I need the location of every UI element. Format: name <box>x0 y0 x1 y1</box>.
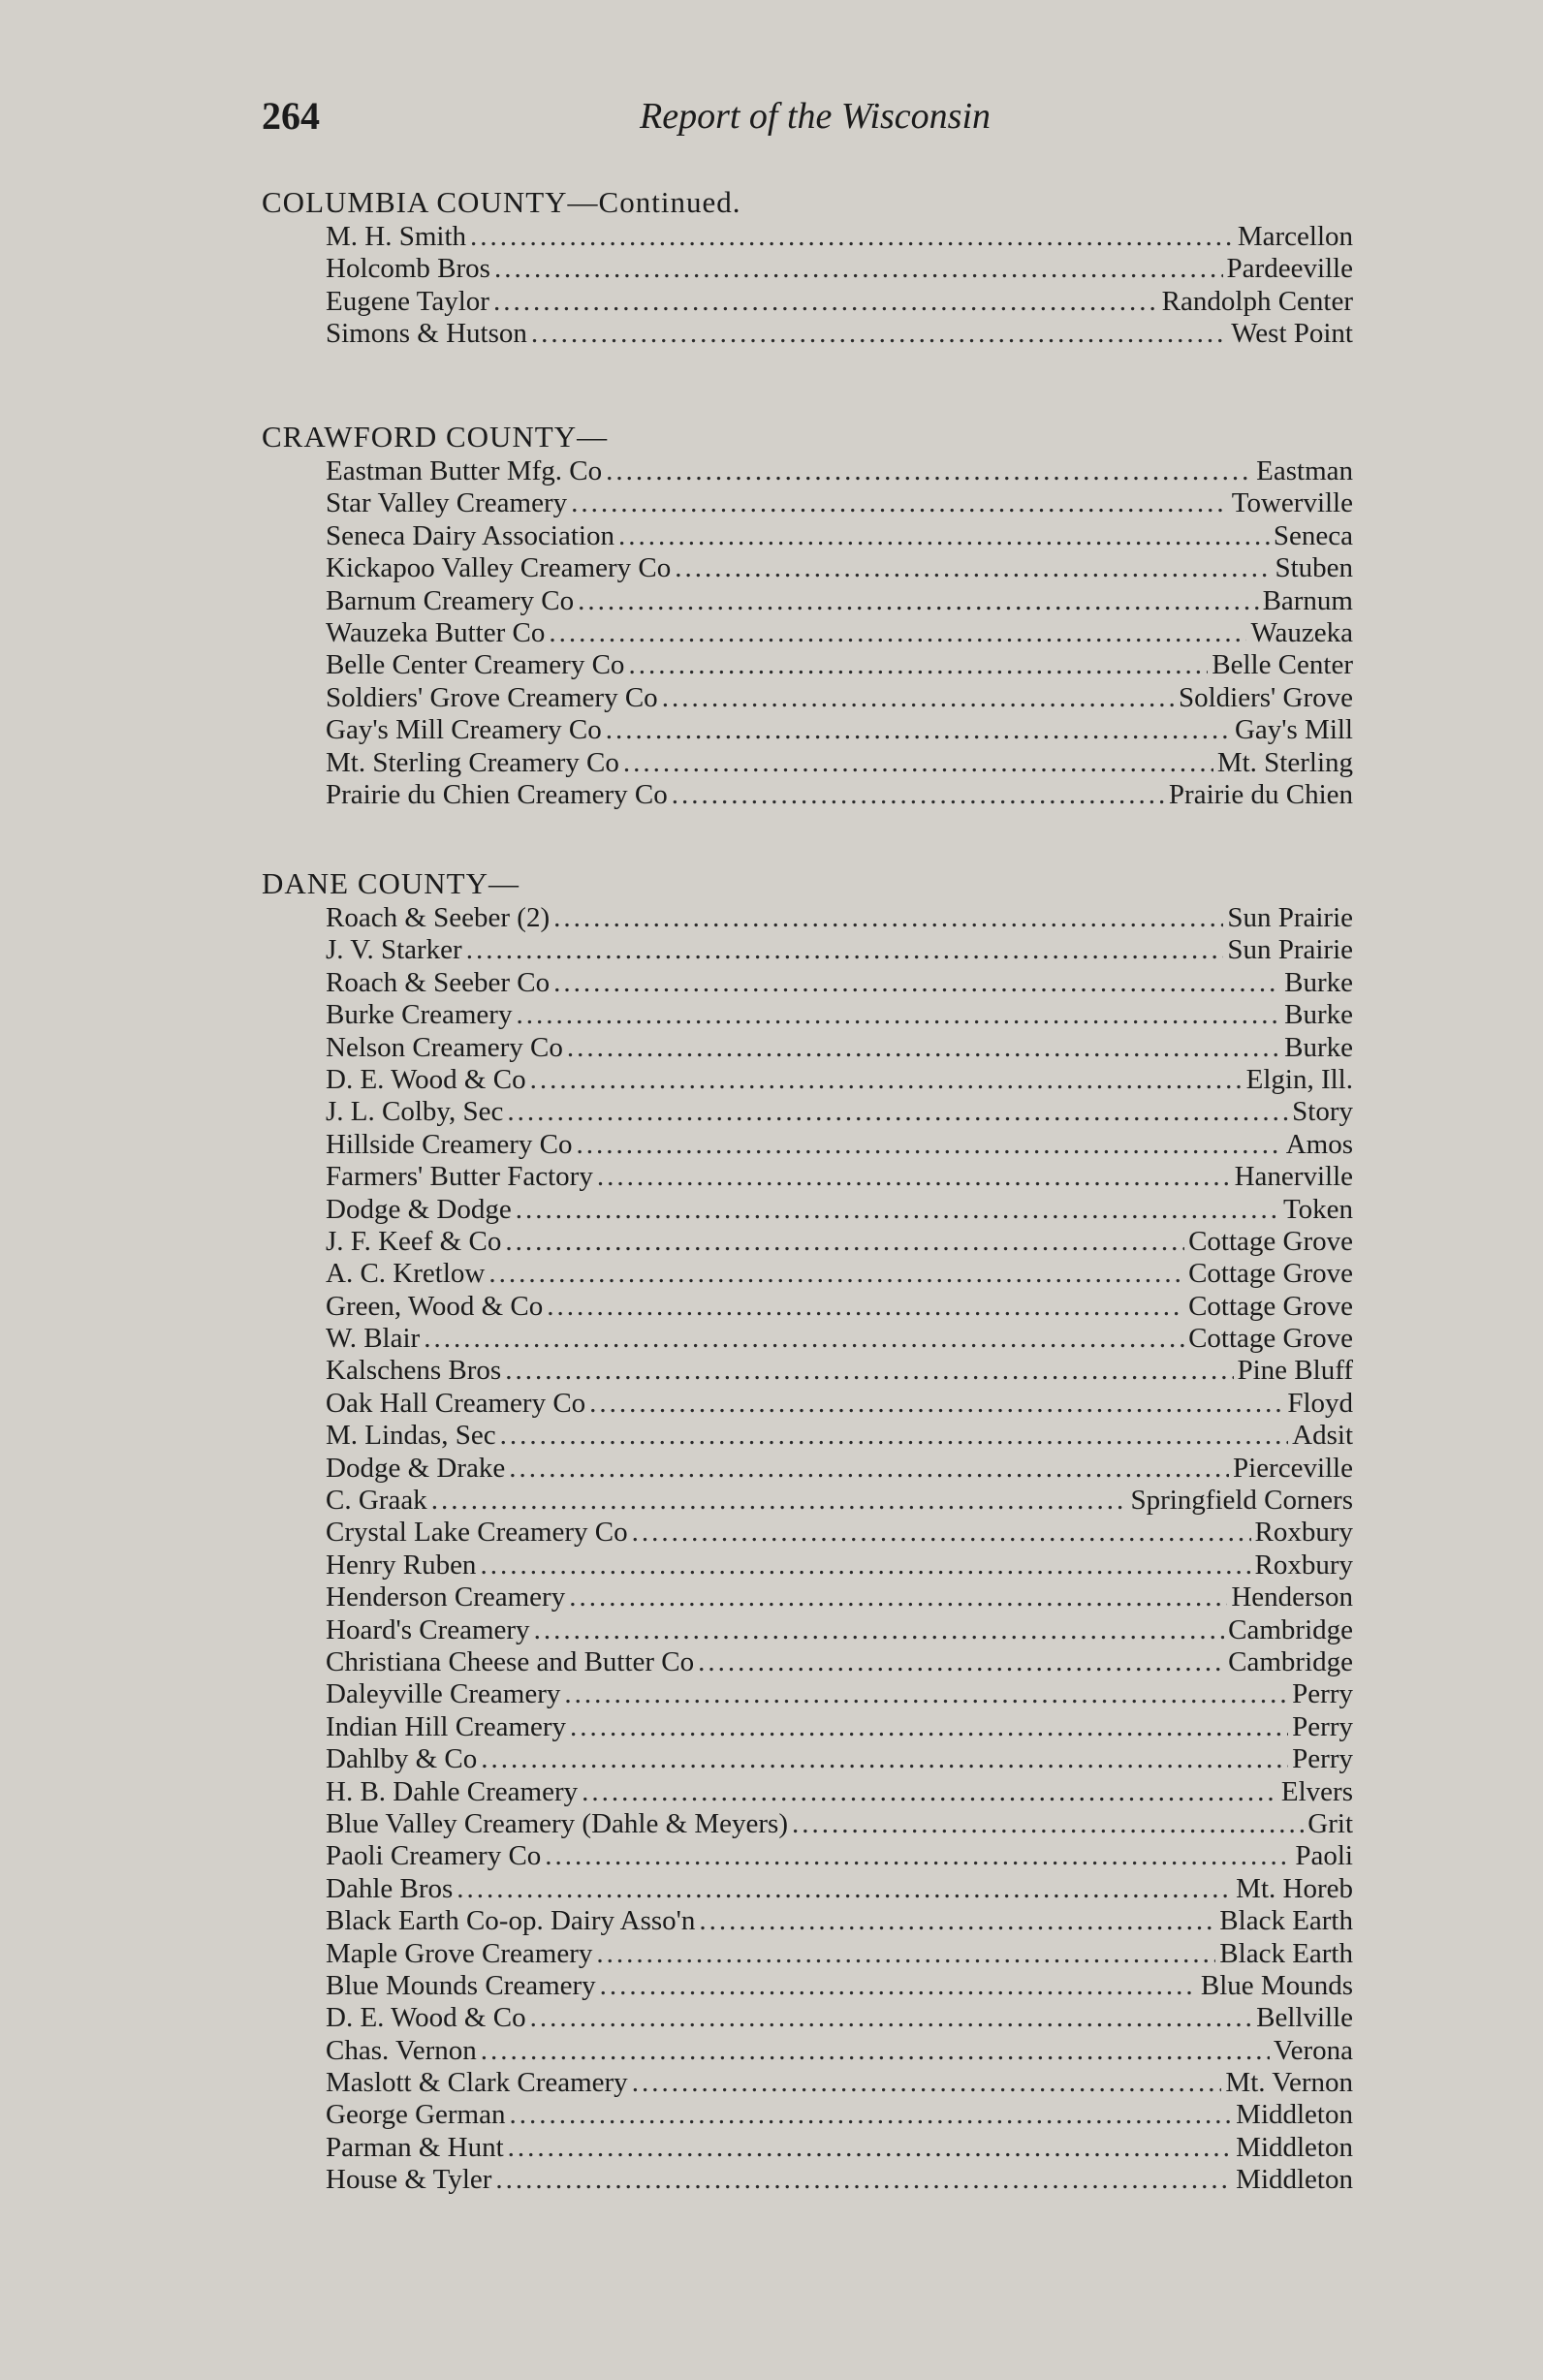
list-item <box>326 649 1353 681</box>
entry-name: Dahlby & Co <box>326 1743 478 1775</box>
dot-leader <box>577 1129 1282 1161</box>
list-item <box>326 1873 1353 1905</box>
entry-name: Indian Hill Creamery <box>326 1710 567 1742</box>
dot-leader <box>466 934 1224 966</box>
entry-place: Elvers <box>1280 1775 1353 1807</box>
entry-name: Henderson Creamery <box>326 1581 566 1613</box>
entry-place: Wauzeka <box>1250 616 1353 648</box>
list-item <box>326 999 1353 1031</box>
list-item <box>326 1711 1353 1743</box>
entry-name: A. C. Kretlow <box>326 1258 486 1290</box>
dot-leader <box>589 1388 1283 1420</box>
entry-name: Roach & Seeber (2) <box>326 902 551 933</box>
list-item <box>326 902 1353 934</box>
entry-name: Eugene Taylor <box>326 285 489 317</box>
entry-name: J. L. Colby, Sec <box>326 1096 504 1128</box>
list-item <box>326 2164 1353 2196</box>
entry-place: Bellville <box>1256 2002 1353 2034</box>
entry-place: Soldiers' Grove <box>1178 681 1353 713</box>
entry-place: Pierceville <box>1232 1452 1353 1484</box>
entry-place: Middleton <box>1236 2131 1353 2163</box>
page-number: 264 <box>262 94 320 138</box>
list-item <box>326 1194 1353 1226</box>
list-item <box>326 1032 1353 1064</box>
list-item <box>326 1581 1353 1613</box>
entry-name: Kickapoo Valley Creamery Co <box>326 552 672 584</box>
entry-place: Amos <box>1285 1128 1353 1160</box>
entry-place: Token <box>1282 1193 1353 1225</box>
entry-place: Story <box>1292 1096 1353 1128</box>
dot-leader <box>698 1646 1224 1678</box>
list-item <box>326 1064 1353 1096</box>
dot-leader <box>494 253 1223 285</box>
entry-place: Burke <box>1284 966 1353 998</box>
entry-place: Henderson <box>1231 1581 1353 1613</box>
entry-place: Eastman <box>1256 455 1353 486</box>
entry-place: West Point <box>1231 318 1353 350</box>
county-section-dane <box>262 865 1415 2197</box>
dot-leader <box>509 2099 1232 2131</box>
entry-place: Paoli <box>1295 1840 1353 1872</box>
dot-leader <box>531 318 1227 350</box>
dot-leader <box>505 1226 1184 1258</box>
dot-leader <box>509 1453 1229 1485</box>
entry-place: Black Earth <box>1219 1905 1353 1937</box>
dot-leader <box>495 2164 1232 2196</box>
list-item <box>326 1129 1353 1161</box>
entry-name: Prairie du Chien Creamery Co <box>326 778 668 810</box>
list-item <box>326 1905 1353 1937</box>
section-title: CRAWFORD COUNTY— <box>262 420 609 454</box>
entry-name: Wauzeka Butter Co <box>326 616 546 648</box>
entry-name: Holcomb Bros <box>326 253 490 285</box>
dot-leader <box>672 779 1165 811</box>
entry-place: Black Earth <box>1219 1937 1353 1969</box>
entry-place: Sun Prairie <box>1227 902 1353 933</box>
entry-place: Randolph Center <box>1161 285 1353 317</box>
entry-place: Elgin, Ill. <box>1245 1063 1353 1095</box>
entry-name: Soldiers' Grove Creamery Co <box>326 681 658 713</box>
entry-name: W. Blair <box>326 1323 421 1355</box>
list-item <box>326 1614 1353 1646</box>
entry-name: Nelson Creamery Co <box>326 1031 563 1063</box>
entry-name: House & Tyler <box>326 2164 492 2196</box>
entry-name: Kalschens Bros <box>326 1355 502 1387</box>
list-item <box>326 1291 1353 1323</box>
entry-name: Crystal Lake Creamery Co <box>326 1517 628 1549</box>
dot-leader <box>564 1678 1288 1710</box>
entry-name: Maple Grove Creamery <box>326 1937 593 1969</box>
dot-leader <box>600 1970 1197 2002</box>
entry-name: Blue Mounds Creamery <box>326 1969 596 2001</box>
dot-leader <box>569 1581 1227 1613</box>
dot-leader <box>480 1550 1250 1581</box>
entry-place: Perry <box>1292 1743 1353 1775</box>
entry-name: H. B. Dahle Creamery <box>326 1775 579 1807</box>
entry-place: Gay's Mill <box>1234 714 1353 746</box>
list-item <box>326 2132 1353 2164</box>
entry-name: Paoli Creamery Co <box>326 1840 542 1872</box>
entry-name: M. H. Smith <box>326 221 467 252</box>
entry-name: Hoard's Creamery <box>326 1613 530 1645</box>
entry-place: Cottage Grove <box>1188 1323 1353 1355</box>
entry-name: Green, Wood & Co <box>326 1290 544 1322</box>
dot-leader <box>618 520 1270 552</box>
list-item <box>326 779 1353 811</box>
list-item <box>326 934 1353 966</box>
entry-place: Floyd <box>1287 1387 1353 1419</box>
list-item <box>326 747 1353 779</box>
entry-place: Middleton <box>1236 2099 1353 2131</box>
list-item <box>326 221 1353 253</box>
entry-name: Seneca Dairy Association <box>326 519 614 551</box>
entry-name: Roach & Seeber Co <box>326 966 551 998</box>
dot-leader <box>553 902 1223 934</box>
entry-place: Roxbury <box>1254 1517 1353 1549</box>
dot-leader <box>699 1905 1215 1937</box>
list-item <box>326 2099 1353 2131</box>
entry-name: Farmers' Butter Factory <box>326 1161 593 1193</box>
entry-place: Cottage Grove <box>1188 1290 1353 1322</box>
dot-leader <box>545 1840 1291 1872</box>
list-item <box>326 1161 1353 1193</box>
dot-leader <box>431 1485 1127 1517</box>
list-item <box>326 520 1353 552</box>
list-item <box>326 2067 1353 2099</box>
entry-place: Marcellon <box>1237 221 1353 252</box>
entry-name: Dodge & Dodge <box>326 1193 512 1225</box>
dot-leader <box>578 585 1258 617</box>
dot-leader <box>606 455 1252 487</box>
entry-name: Belle Center Creamery Co <box>326 649 625 681</box>
entry-place: Perry <box>1292 1710 1353 1742</box>
list-item <box>326 1678 1353 1710</box>
entry-place: Verona <box>1273 2034 1353 2066</box>
entry-name: M. Lindas, Sec <box>326 1420 496 1452</box>
section-title: COLUMBIA COUNTY—Continued. <box>262 185 741 219</box>
list-item <box>326 2035 1353 2067</box>
dot-leader <box>470 221 1234 253</box>
list-item <box>326 318 1353 350</box>
list-item <box>326 487 1353 519</box>
entry-name: Daleyville Creamery <box>326 1678 561 1710</box>
dot-leader <box>792 1808 1304 1840</box>
entry-name: Barnum Creamery Co <box>326 584 575 616</box>
entry-place: Roxbury <box>1254 1549 1353 1581</box>
dot-leader <box>549 617 1246 649</box>
entry-place: Hanerville <box>1234 1161 1353 1193</box>
dot-leader <box>632 1517 1251 1549</box>
dot-leader <box>481 1743 1288 1775</box>
entry-place: Blue Mounds <box>1200 1969 1353 2001</box>
entry-place: Seneca <box>1273 519 1353 551</box>
list-item <box>326 253 1353 285</box>
entry-name: C. Graak <box>326 1485 427 1517</box>
list-item <box>326 1388 1353 1420</box>
list-item <box>326 286 1353 318</box>
entry-place: Mt. Sterling <box>1216 746 1353 778</box>
dot-leader <box>553 967 1280 999</box>
dot-leader <box>488 1258 1184 1290</box>
dot-leader <box>516 1194 1279 1226</box>
entry-place: Towerville <box>1231 487 1353 519</box>
entry-name: Maslott & Clark Creamery <box>326 2067 628 2099</box>
list-item <box>326 585 1353 617</box>
dot-leader <box>505 1355 1233 1387</box>
list-item <box>326 1485 1353 1517</box>
entry-name: Burke Creamery <box>326 999 513 1031</box>
entry-place: Sun Prairie <box>1227 934 1353 966</box>
entry-place: Stuben <box>1275 552 1353 584</box>
entry-place: Burke <box>1284 999 1353 1031</box>
page-header <box>262 93 1357 141</box>
dot-leader <box>507 1096 1288 1128</box>
dot-leader <box>632 2067 1222 2099</box>
entry-place: Pine Bluff <box>1237 1355 1353 1387</box>
dot-leader <box>481 2035 1270 2067</box>
dot-leader <box>570 1711 1288 1743</box>
list-item <box>326 1420 1353 1452</box>
entry-place: Mt. Horeb <box>1236 1872 1353 1904</box>
running-title: Report of the Wisconsin <box>640 96 992 137</box>
entry-name: Mt. Sterling Creamery Co <box>326 746 619 778</box>
entry-name: Blue Valley Creamery (Dahle & Meyers) <box>326 1807 788 1839</box>
dot-leader <box>662 682 1175 714</box>
entry-place: Middleton <box>1236 2164 1353 2196</box>
entry-place: Springfield Corners <box>1130 1485 1353 1517</box>
dot-leader <box>424 1323 1184 1355</box>
entry-place: Cambridge <box>1228 1645 1353 1677</box>
entry-name: Gay's Mill Creamery Co <box>326 714 602 746</box>
section-title: DANE COUNTY— <box>262 866 520 900</box>
list-item <box>326 967 1353 999</box>
dot-leader <box>596 1938 1215 1970</box>
list-item <box>326 1840 1353 1872</box>
entry-name: Henry Ruben <box>326 1549 477 1581</box>
entry-place: Perry <box>1292 1678 1353 1710</box>
dot-leader <box>534 1614 1225 1646</box>
dot-leader <box>508 2132 1233 2164</box>
list-item <box>326 1938 1353 1970</box>
list-item <box>326 1550 1353 1581</box>
entry-name: Dahle Bros <box>326 1872 454 1904</box>
list-item <box>326 1970 1353 2002</box>
entry-name: Eastman Butter Mfg. Co <box>326 455 603 486</box>
entry-name: D. E. Wood & Co <box>326 2002 526 2034</box>
list-item <box>326 1517 1353 1549</box>
entry-name: Black Earth Co-op. Dairy Asso'n <box>326 1905 696 1937</box>
entry-name: J. V. Starker <box>326 934 462 966</box>
entry-place: Prairie du Chien <box>1168 778 1353 810</box>
dot-leader <box>571 487 1228 519</box>
list-item <box>326 2002 1353 2034</box>
dot-leader <box>606 714 1231 746</box>
list-item <box>326 1808 1353 1840</box>
list-item <box>326 1226 1353 1258</box>
entry-place: Cottage Grove <box>1188 1258 1353 1290</box>
entry-place: Grit <box>1307 1807 1353 1839</box>
entry-name: Dodge & Drake <box>326 1452 506 1484</box>
list-item <box>326 1355 1353 1387</box>
list-item <box>326 1258 1353 1290</box>
entry-name: Hillside Creamery Co <box>326 1128 573 1160</box>
county-section-columbia <box>262 184 1415 351</box>
entry-place: Cottage Grove <box>1188 1225 1353 1257</box>
entry-name: Star Valley Creamery <box>326 487 568 519</box>
entry-name: D. E. Wood & Co <box>326 1063 526 1095</box>
list-item <box>326 1323 1353 1355</box>
dot-leader <box>530 2002 1253 2034</box>
dot-leader <box>500 1420 1289 1452</box>
entry-place: Belle Center <box>1212 649 1353 681</box>
dot-leader <box>516 999 1280 1031</box>
list-item <box>326 552 1353 584</box>
entry-place: Burke <box>1284 1031 1353 1063</box>
dot-leader <box>623 747 1213 779</box>
entry-name: George German <box>326 2099 506 2131</box>
entry-list <box>326 221 1353 351</box>
entry-place: Pardeeville <box>1226 253 1353 285</box>
dot-leader <box>547 1291 1184 1323</box>
list-item <box>326 1453 1353 1485</box>
list-item <box>326 1096 1353 1128</box>
list-item <box>326 1743 1353 1775</box>
entry-place: Mt. Vernon <box>1225 2067 1353 2099</box>
entry-list <box>326 902 1353 2197</box>
dot-leader <box>597 1161 1231 1193</box>
dot-leader <box>567 1032 1280 1064</box>
list-item <box>326 1776 1353 1808</box>
dot-leader <box>675 552 1271 584</box>
county-section-crawford <box>262 419 1415 811</box>
entry-name: Parman & Hunt <box>326 2131 504 2163</box>
dot-leader <box>530 1064 1243 1096</box>
list-item <box>326 617 1353 649</box>
dot-leader <box>628 649 1208 681</box>
entry-list <box>326 455 1353 811</box>
entry-place: Barnum <box>1262 584 1353 616</box>
list-item <box>326 682 1353 714</box>
dot-leader <box>493 286 1158 318</box>
entry-name: J. F. Keef & Co <box>326 1225 502 1257</box>
entry-name: Chas. Vernon <box>326 2034 477 2066</box>
dot-leader <box>582 1776 1277 1808</box>
list-item <box>326 455 1353 487</box>
entry-name: Oak Hall Creamery Co <box>326 1387 586 1419</box>
entry-place: Cambridge <box>1228 1613 1353 1645</box>
list-item <box>326 1646 1353 1678</box>
entry-name: Christiana Cheese and Butter Co <box>326 1645 695 1677</box>
dot-leader <box>457 1873 1232 1905</box>
entry-name: Simons & Hutson <box>326 318 527 350</box>
entry-place: Adsit <box>1292 1420 1353 1452</box>
list-item <box>326 714 1353 746</box>
